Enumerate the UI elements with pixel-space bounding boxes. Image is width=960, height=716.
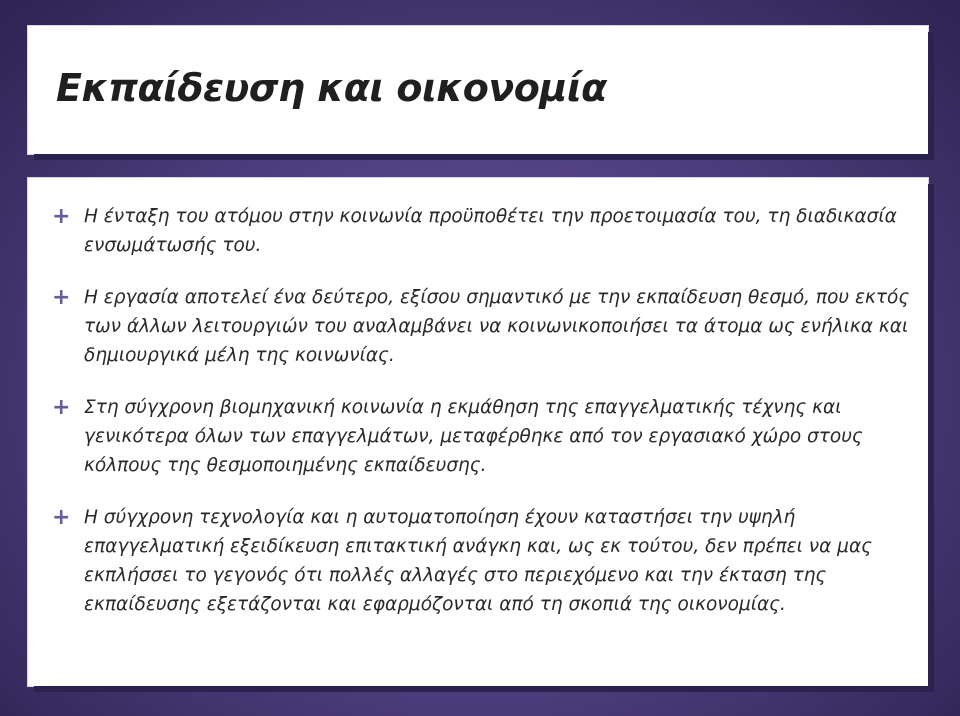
- plus-icon: +: [52, 285, 71, 310]
- bullet-list: [50, 202, 910, 619]
- content-panel: [28, 178, 928, 686]
- plus-icon: +: [52, 204, 71, 229]
- bullet-text: Στη σύγχρονη βιομηχανική κοινωνία η εκμάθηση της επαγγελματικής τέχνης και γενικότερα όλων των επαγγελμάτων, μεταφέρθηκε από τον εργασιακό χώρο στους κόλπους της θεσμοποιημένης εκπαίδευσης.: [84, 397, 863, 476]
- title-panel: [28, 26, 928, 154]
- bullet-item: [50, 393, 910, 480]
- slide-title: Εκπαίδευση και οικονομία: [56, 66, 607, 110]
- bullet-item: [50, 202, 910, 260]
- plus-icon: +: [52, 505, 71, 530]
- bullet-text: Η εργασία αποτελεί ένα δεύτερο, εξίσου σημαντικό με την εκπαίδευση θεσμό, που εκτός των άλλων λειτουργιών του αναλαμβάνει να κοινωνικοποιήσει τα άτομα ως ενήλικα και δημιουργικά μέλη της κοινωνίας.: [84, 287, 910, 366]
- bullet-item: [50, 283, 910, 370]
- bullet-item: [50, 503, 910, 619]
- bullet-text: Η ένταξη του ατόμου στην κοινωνία προϋποθέτει την προετοιμασία του, τη διαδικασία ενσωμάτωσής του.: [84, 206, 897, 256]
- plus-icon: +: [52, 395, 71, 420]
- bullet-text: Η σύγχρονη τεχνολογία και η αυτοματοποίηση έχουν καταστήσει την υψηλή επαγγελματική εξειδίκευση επιτακτική ανάγκη και, ως εκ τούτου, δεν πρέπει να μας εκπλήσσει το γεγονός ότι πολλές αλλαγές στο περιεχόμενο και την έκταση της εκπαίδευσης εξετάζονται και εφαρμόζονται από τη σκοπιά της οικονομίας.: [84, 507, 873, 615]
